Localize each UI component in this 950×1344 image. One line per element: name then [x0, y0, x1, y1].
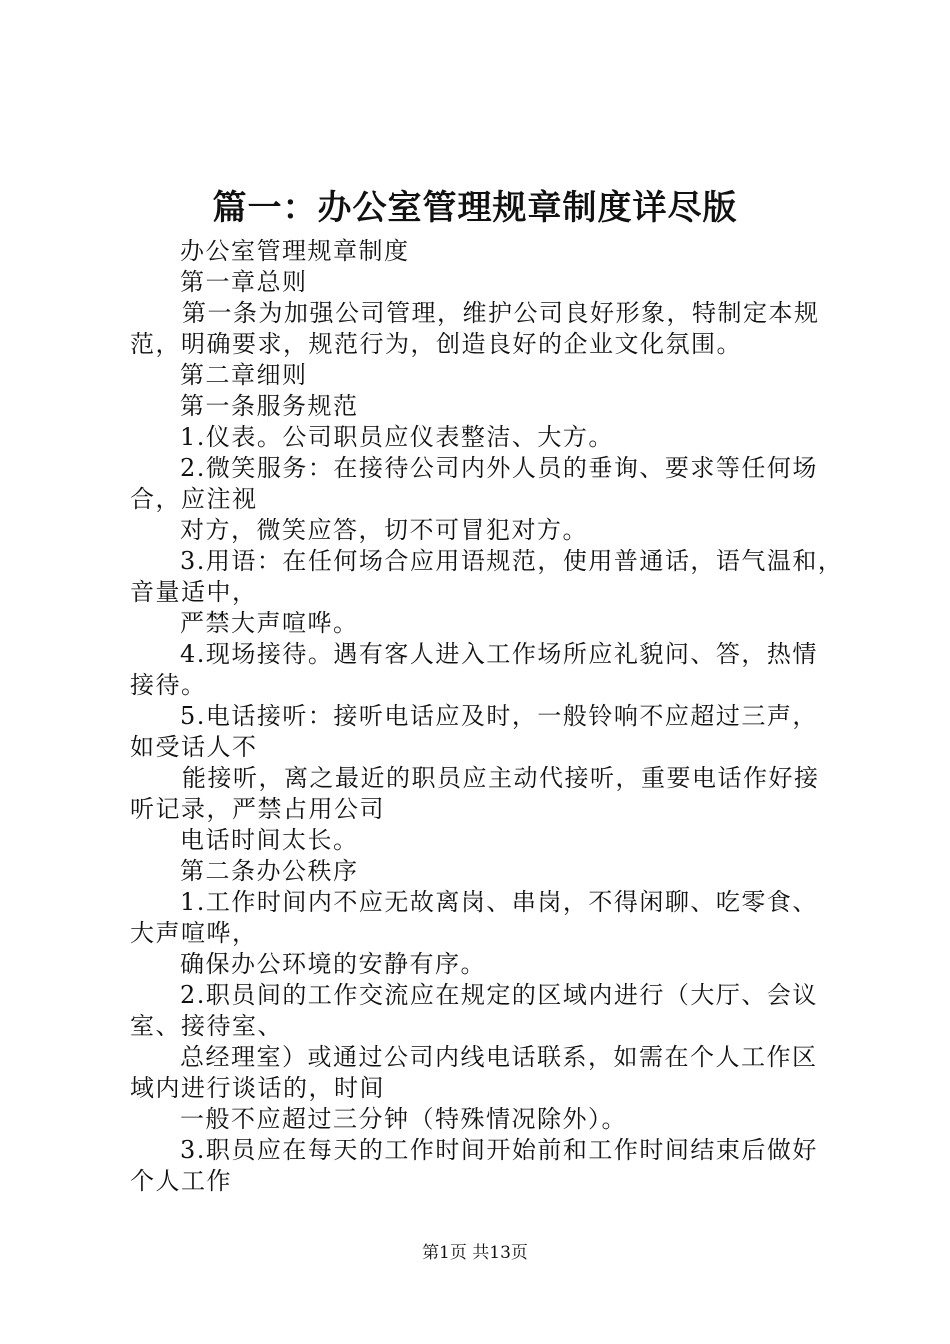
text-line: 第一章总则 [180, 268, 308, 296]
text-line: 2.微笑服务：在接待公司内外人员的垂询、要求等任何场 [180, 454, 818, 482]
text-line: 能接听，离之最近的职员应主动代接听，重要电话作好接 [182, 764, 820, 792]
text-line: 第二条办公秩序 [180, 857, 359, 885]
text-line: 1.工作时间内不应无故离岗、串岗，不得闲聊、吃零食、 [180, 888, 818, 916]
text-line: 严禁大声喧哗。 [180, 609, 359, 637]
text-line: 4.现场接待。遇有客人进入工作场所应礼貌问、答，热情 [180, 640, 818, 668]
text-line: 个人工作 [130, 1167, 232, 1195]
text-line: 范，明确要求，规范行为，创造良好的企业文化氛围。 [130, 330, 742, 358]
text-line: 1.仪表。公司职员应仪表整洁、大方。 [180, 423, 614, 451]
document-body [130, 236, 844, 1197]
text-line: 第二章细则 [180, 361, 308, 389]
text-line: 听记录，严禁占用公司 [130, 795, 385, 823]
text-line: 5.电话接听：接听电话应及时，一般铃响不应超过三声， [180, 702, 818, 730]
text-line: 音量适中， [130, 578, 258, 606]
text-line: 3.用语：在任何场合应用语规范，使用普通话，语气温和， [180, 547, 844, 575]
text-line: 电话时间太长。 [180, 826, 359, 854]
text-line: 3.职员应在每天的工作时间开始前和工作时间结束后做好 [180, 1136, 818, 1164]
text-line: 第一条服务规范 [180, 392, 359, 420]
text-line: 办公室管理规章制度 [180, 237, 410, 265]
text-line: 室、接待室、 [130, 1012, 283, 1040]
text-line: 总经理室）或通过公司内线电话联系，如需在个人工作区 [180, 1043, 818, 1071]
text-line: 第一条为加强公司管理，维护公司良好形象，特制定本规 [182, 299, 820, 327]
text-line: 一般不应超过三分钟（特殊情况除外）。 [180, 1105, 627, 1133]
text-line: 合，应注视 [130, 485, 258, 513]
text-line: 确保办公环境的安静有序。 [180, 950, 486, 978]
text-line: 域内进行谈话的，时间 [130, 1074, 385, 1102]
text-line: 接待。 [130, 671, 207, 699]
text-line: 2.职员间的工作交流应在规定的区域内进行（大厅、会议 [180, 981, 818, 1009]
page-number-footer: 第1页 共13页 [422, 1243, 528, 1263]
text-line: 大声喧哗， [130, 919, 258, 947]
text-line: 对方，微笑应答，切不可冒犯对方。 [180, 516, 588, 544]
document-title: 篇一：办公室管理规章制度详尽版 [212, 188, 738, 228]
text-line: 如受话人不 [130, 733, 258, 761]
